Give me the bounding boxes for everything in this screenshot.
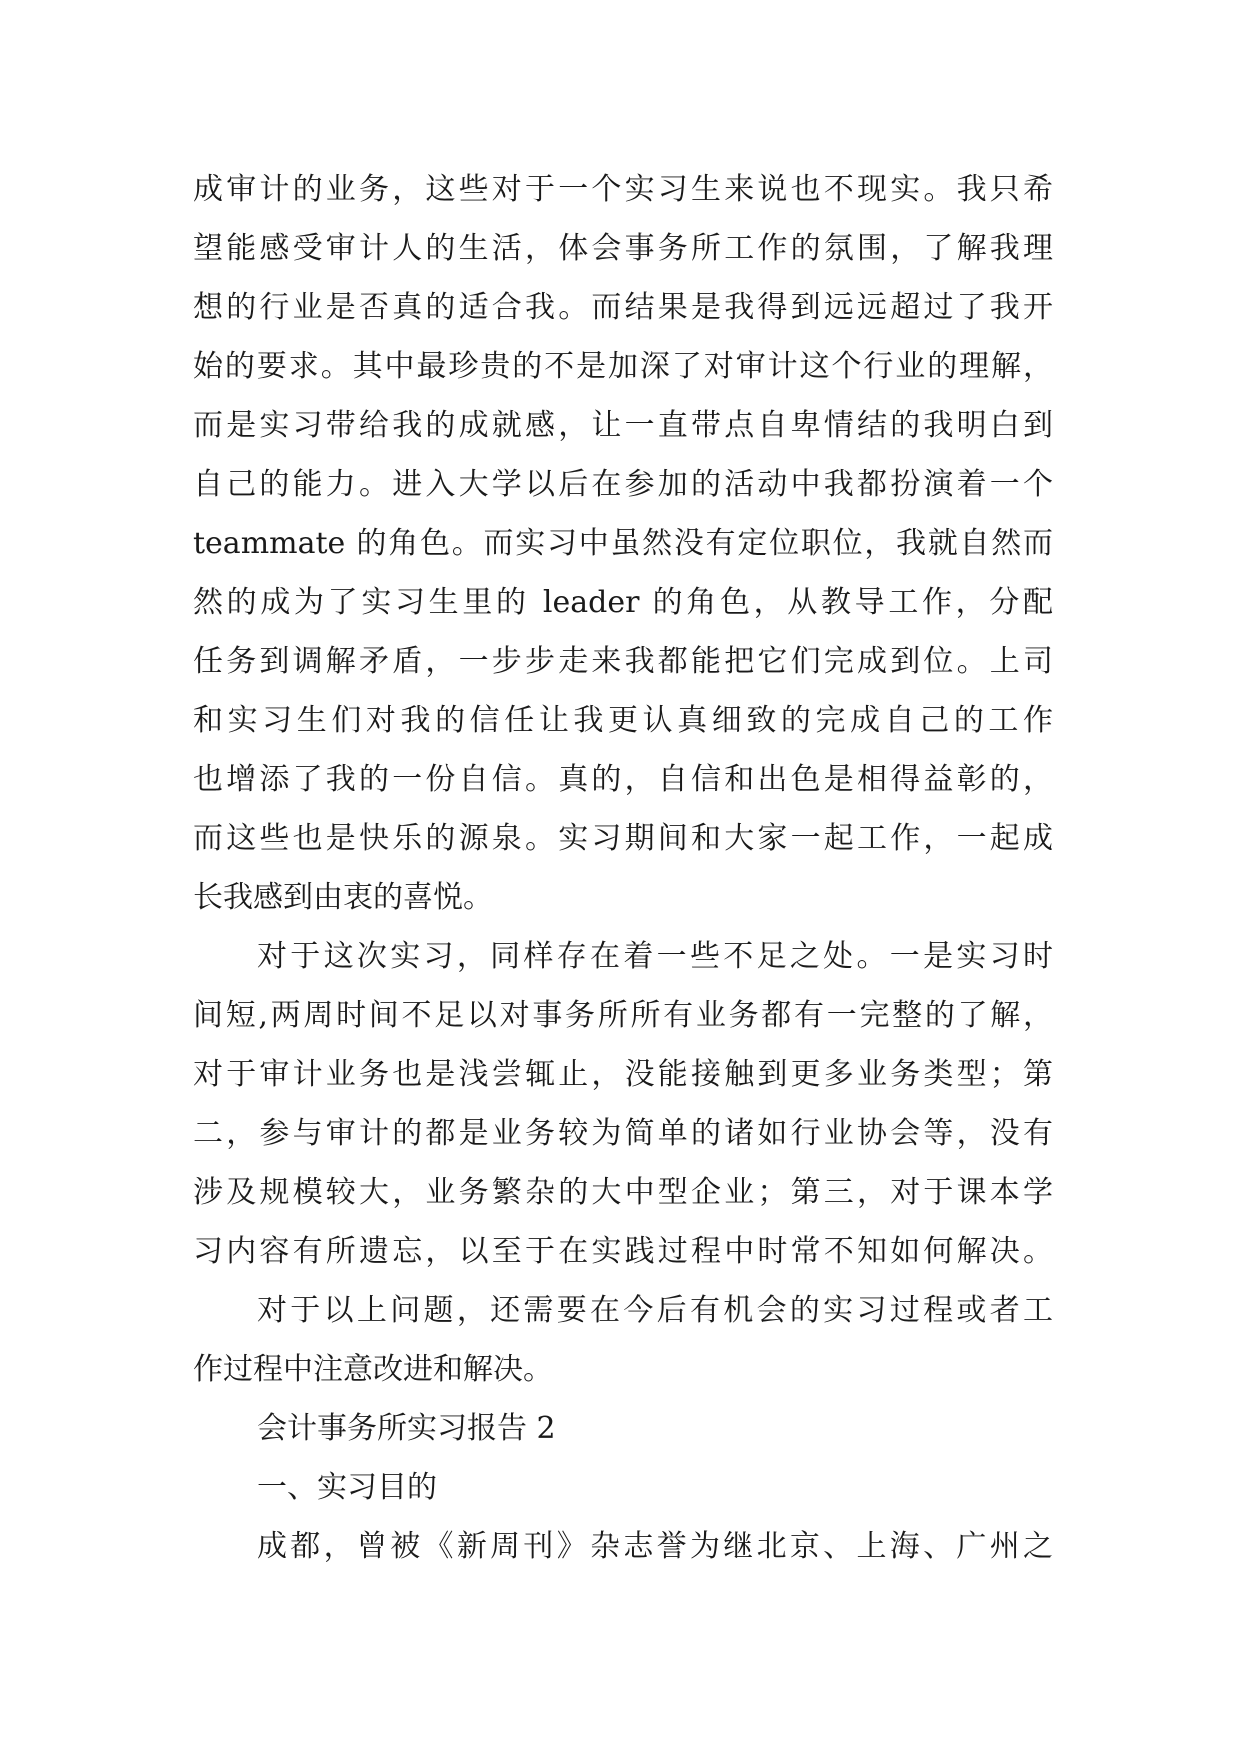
text-line: 对于审计业务也是浅尝辄止，没能接触到更多业务类型；第 — [193, 1057, 1053, 1092]
section-heading: 会计事务所实习报告 2 — [257, 1411, 556, 1446]
text-line: 而是实习带给我的成就感，让一直带点自卑情结的我明白到 — [193, 408, 1053, 443]
text-line: 望能感受审计人的生活，体会事务所工作的氛围，了解我理 — [193, 231, 1053, 266]
text-line: 然的成为了实习生里的 leader 的角色，从教导工作，分配 — [193, 585, 1053, 620]
text-line: 始的要求。其中最珍贵的不是加深了对审计这个行业的理解， — [193, 349, 1053, 384]
text-line: 习内容有所遗忘，以至于在实践过程中时常不知如何解决。 — [193, 1234, 1053, 1269]
text-line: 和实习生们对我的信任让我更认真细致的完成自己的工作 — [193, 703, 1053, 738]
text-line: teammate 的角色。而实习中虽然没有定位职位，我就自然而 — [193, 526, 1053, 561]
text-line: 想的行业是否真的适合我。而结果是我得到远远超过了我开 — [193, 290, 1053, 325]
text-line: 长我感到由衷的喜悦。 — [193, 880, 493, 915]
paragraph-first-line: 成都，曾被《新周刊》杂志誉为继北京、上海、广州之 — [257, 1529, 1053, 1564]
text-line: 间短,两周时间不足以对事务所所有业务都有一完整的了解， — [193, 998, 1053, 1033]
text-line: 自己的能力。进入大学以后在参加的活动中我都扮演着一个 — [193, 467, 1053, 502]
text-line: 也增添了我的一份自信。真的，自信和出色是相得益彰的， — [193, 762, 1053, 797]
subsection-heading: 一、实习目的 — [257, 1470, 437, 1505]
text-line: 而这些也是快乐的源泉。实习期间和大家一起工作，一起成 — [193, 821, 1053, 856]
text-line: 作过程中注意改进和解决。 — [193, 1352, 553, 1387]
text-line: 二，参与审计的都是业务较为简单的诸如行业协会等，没有 — [193, 1116, 1053, 1151]
paragraph-first-line: 对于这次实习，同样存在着一些不足之处。一是实习时 — [257, 939, 1053, 974]
text-line: 任务到调解矛盾，一步步走来我都能把它们完成到位。上司 — [193, 644, 1053, 679]
text-line: 涉及规模较大，业务繁杂的大中型企业；第三，对于课本学 — [193, 1175, 1053, 1210]
text-line: 成审计的业务，这些对于一个实习生来说也不现实。我只希 — [193, 172, 1053, 207]
paragraph-first-line: 对于以上问题，还需要在今后有机会的实习过程或者工 — [257, 1293, 1053, 1328]
